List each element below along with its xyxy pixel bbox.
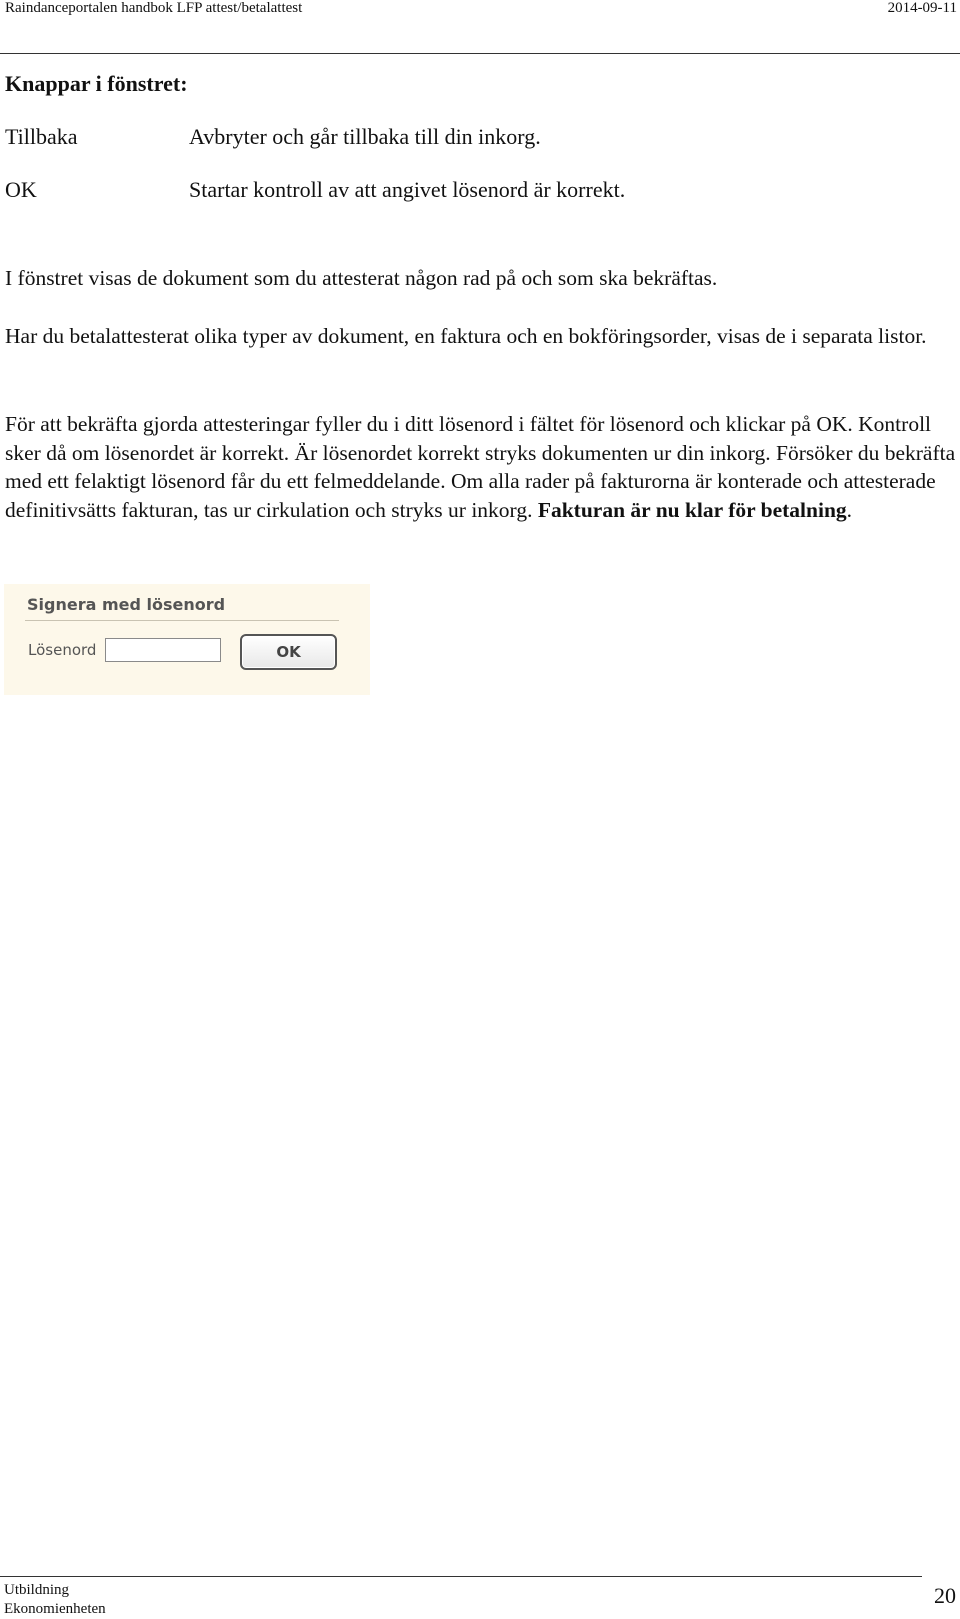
panel-divider: [25, 620, 339, 621]
section-heading: Knappar i fönstret:: [5, 71, 188, 96]
header-divider: [0, 53, 960, 54]
paragraph-confirm-instructions: [5, 410, 957, 524]
button-term: Tillbaka: [5, 124, 78, 149]
ok-button[interactable]: OK: [240, 634, 337, 670]
paragraph-emphasis: Fakturan är nu klar för betalning: [537, 497, 847, 522]
panel-title: Signera med lösenord: [27, 595, 226, 614]
footer-divider: [0, 1576, 922, 1577]
button-description-row-tillbaka: [5, 124, 905, 152]
button-description: Startar kontroll av att angivet lösenord är korrekt.: [189, 177, 626, 202]
sign-with-password-panel: [4, 584, 370, 695]
paragraph-end: .: [846, 497, 853, 522]
paragraph-documents-shown: I fönstret visas de dokument som du attesterat någon rad på och som ska bekräftas.: [5, 266, 718, 290]
password-input[interactable]: [105, 638, 221, 662]
page-number: 20: [934, 1583, 956, 1608]
document-title: Raindanceportalen handbok LFP attest/betalattest: [5, 0, 303, 16]
button-description-row-ok: [5, 177, 905, 205]
document-date: 2014-09-11: [887, 0, 957, 16]
footer-line-1: Utbildning: [4, 1582, 70, 1598]
page-header: [5, 0, 957, 18]
password-label: Lösenord: [28, 641, 97, 659]
footer-line-2: Ekonomienheten: [4, 1601, 106, 1617]
paragraph-text: För att bekräfta gjorda attesteringar fyller du i ditt lösenord i fältet för lösenord och klickar på OK. Kontroll sker då om lösenordet är korrekt. Är lösenordet korrekt stryks dokumenten ur din inkorg. Försöker du bekräfta med ett felaktigt lösenord får du ett felmeddelande. Om alla rader på fakturorna är konterade och attesterade definitivsätts fakturan, tas ur cirkulation och stryks ur inkorg.: [5, 412, 956, 522]
button-description: Avbryter och går tillbaka till din inkorg.: [189, 124, 541, 149]
button-term: OK: [5, 177, 37, 202]
paragraph-separate-lists: Har du betalattesterat olika typer av dokument, en faktura och en bokföringsorder, visas de i separata listor.: [5, 324, 927, 348]
footer-organization: [4, 1581, 106, 1619]
